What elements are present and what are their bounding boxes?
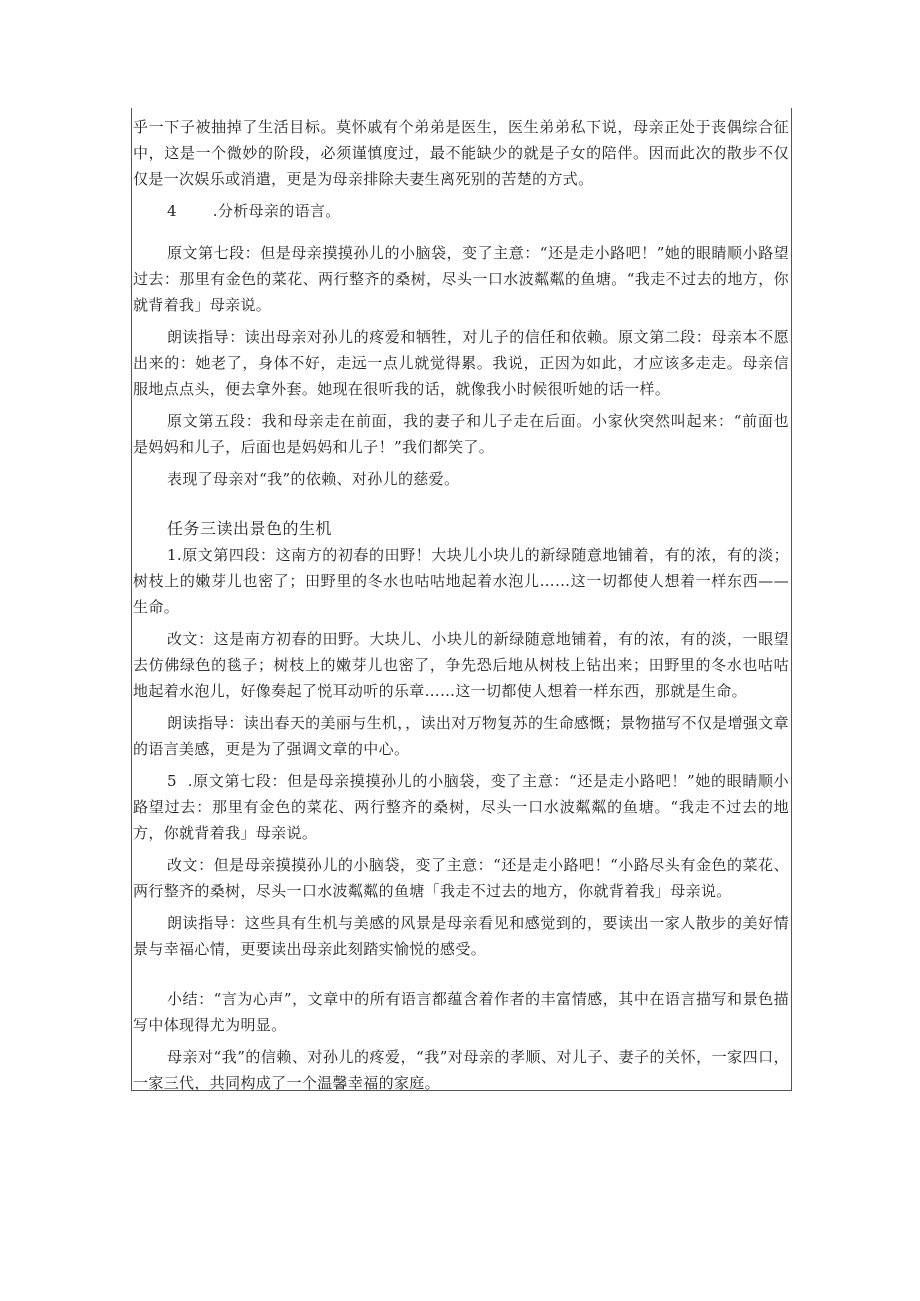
paragraph-1: 乎一下子被抽掉了生活目标。莫怀戚有个弟弟是医生，医生弟弟私下说，母亲正处于丧偶综合征中，这是一个微妙的阶段，必须谨慎度过，最不能缺少的就是子女的陪伴。因而此次的散步不仅仅是一次娱乐或消遣，更是为母亲排除夫妻生离死别的苦楚的方式。 xyxy=(133,118,789,188)
paragraph-revised-1: 改文：这是南方初春的田野。大块儿、小块儿的新绿随意地铺着，有的浓，有的淡，一眼望去仿佛绿色的毯子；树枝上的嫩芽儿也密了，争先恐后地从树枝上钻出来；田野里的冬水也咕咕地起着水泡儿，好像奏起了悦耳动听的乐章……这一切都使人想着一样东西，那就是生命。 xyxy=(133,630,789,700)
paragraph-original-5: 原文第五段：我和母亲走在前面，我的妻子和儿子走在后面。小家伙突然叫起来：“前面也是妈妈和儿子，后面也是妈妈和儿子！”我们都笑了。 xyxy=(133,412,789,456)
paragraph-reading-guide-2: 朗读指导：读出春天的美丽与生机，，读出对万物复苏的生命感慨；景物描写不仅是增强文章的语言美感，更是为了强调文章的中心。 xyxy=(133,714,789,758)
paragraph-summary-mother: 表现了母亲对“我”的依赖、对孙儿的慈爱。 xyxy=(167,470,460,488)
paragraph-conclusion: 小结：“言为心声”，文章中的所有语言都蕴含着作者的丰富情感，其中在语言描写和景色描写中体现得尤为明显。 xyxy=(133,990,789,1034)
document-body xyxy=(133,114,789,1096)
paragraph-original-7-second: 5 .原文第七段：但是母亲摸摸孙儿的小脑袋，变了主意：“还是走小路吧！”她的眼睛顺小路望过去：那里有金色的菜花、两行整齐的桑树，尽头一口水波粼粼的鱼塘。“我走不过去的地方，你就背着我」母亲说。 xyxy=(133,772,789,842)
paragraph-reading-guide-1: 朗读指导：读出母亲对孙儿的疼爱和牺牲，对儿子的信任和依赖。原文第二段：母亲本不愿出来的：她老了，身体不好，走远一点儿就觉得累。我说，正因为如此，才应该多走走。母亲信服地点点头，便去拿外套。她现在很听我的话，就像我小时候很听她的话一样。 xyxy=(133,328,789,398)
paragraph-original-7: 原文第七段：但是母亲摸摸孙儿的小脑袋，变了主意：“还是走小路吧！”她的眼睛顺小路望过去：那里有金色的菜花、两行整齐的桑树，尽头一口水波粼粼的鱼塘。“我走不过去的地方，你就背着我」母亲说。 xyxy=(133,244,789,314)
paragraph-revised-2: 改文：但是母亲摸摸孙儿的小脑袋，变了主意：“还是走小路吧！“小路尽头有金色的菜花、两行整齐的桑树，尽头一口水波粼粼的鱼塘「我走不过去的地方，你就背着我」母亲说。 xyxy=(133,856,789,900)
paragraph-reading-guide-3: 朗读指导：这些具有生机与美感的风景是母亲看见和感觉到的，要读出一家人散步的美好情景与幸福心情，更要读出母亲此刻踏实愉悦的感受。 xyxy=(133,914,789,958)
paragraph-original-4: 1.原文第四段：这南方的初春的田野！大块儿小块儿的新绿随意地铺着，有的浓，有的淡；树枝上的嫩芽儿也密了；田野里的冬水也咕咕地起着水泡儿……这一切都使人想着一样东西——生命。 xyxy=(133,546,789,616)
task-three-heading: 任务三读出景色的生机 xyxy=(167,519,333,538)
section-heading-4: 4 .分析母亲的语言。 xyxy=(167,202,341,220)
paragraph-family: 母亲对“我”的信赖、对孙儿的疼爱，“我”对母亲的孝顺、对儿子、妻子的关怀，一家四口，一家三代，共同构成了一个温馨幸福的家庭。 xyxy=(133,1048,789,1092)
